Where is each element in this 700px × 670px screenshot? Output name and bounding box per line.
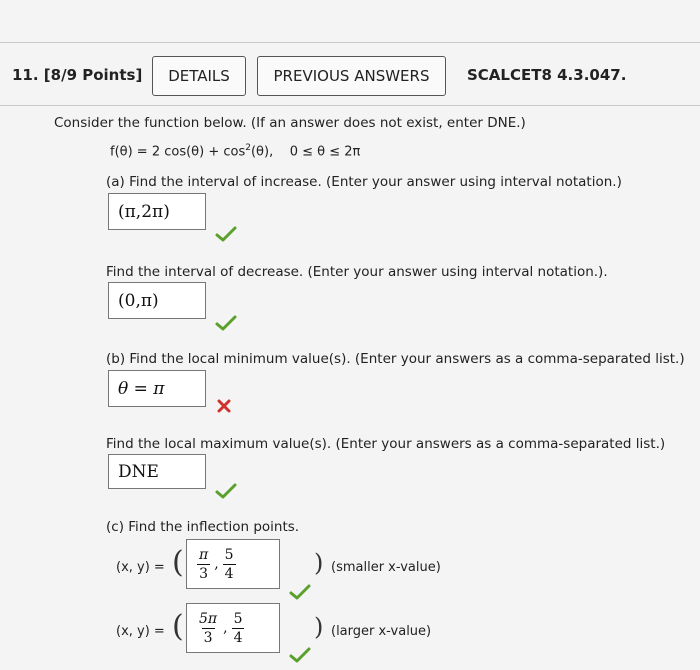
check-icon (215, 225, 237, 243)
x-fraction (197, 548, 210, 581)
y-fraction (223, 548, 236, 581)
function-lhs: f(θ) = 2 cos(θ) + cos (110, 144, 246, 160)
previous-answers-button[interactable]: PREVIOUS ANSWERS (257, 56, 446, 96)
function-definition (110, 143, 360, 159)
decrease-answer-field[interactable]: (0,π) (108, 282, 206, 319)
increase-prompt: (a) Find the interval of increase. (Enter your answer using interval notation.) (106, 174, 622, 190)
x-numerator: 5π (199, 610, 218, 627)
check-icon (289, 646, 311, 664)
problem-code: SCALCET8 4.3.047. (467, 66, 627, 84)
x-fraction (197, 612, 219, 645)
y-numerator: 5 (224, 546, 234, 563)
inflection-prompt: (c) Find the inflection points. (106, 519, 300, 535)
x-numerator: π (199, 546, 209, 563)
y-denominator: 4 (224, 565, 234, 582)
y-numerator: 5 (233, 610, 243, 627)
question-label: 11. [8/9 Points] (12, 66, 143, 84)
check-icon (289, 583, 311, 601)
function-exponent: 2 (245, 143, 251, 153)
inflection-point-2-value (197, 612, 244, 645)
header-top-divider (0, 42, 700, 43)
inflection-point-1-value (197, 548, 236, 581)
open-paren: ( (172, 545, 184, 580)
comma: , (223, 620, 228, 636)
function-rhs: (θ), 0 ≤ θ ≤ 2π (250, 144, 361, 160)
problem-intro: Consider the function below. (If an answer does not exist, enter DNE.) (54, 115, 526, 131)
close-paren: ) (314, 549, 324, 577)
comma: , (214, 556, 219, 572)
y-fraction (232, 612, 245, 645)
check-icon (215, 482, 237, 500)
point-label: (x, y) = (116, 560, 165, 575)
decrease-prompt: Find the interval of decrease. (Enter your answer using interval notation.). (106, 264, 608, 280)
increase-answer-field[interactable]: (π,2π) (108, 193, 206, 230)
close-paren: ) (314, 613, 324, 641)
y-denominator: 4 (233, 629, 243, 646)
x-denominator: 3 (203, 629, 213, 646)
x-denominator: 3 (199, 565, 209, 582)
point-2-note: (larger x-value) (331, 624, 432, 639)
inflection-point-1-field[interactable] (186, 539, 280, 589)
point-label: (x, y) = (116, 624, 165, 639)
check-icon (215, 314, 237, 332)
max-prompt: Find the local maximum value(s). (Enter your answers as a comma-separated list.) (106, 436, 666, 452)
cross-icon (216, 398, 232, 414)
details-button[interactable]: DETAILS (152, 56, 246, 96)
min-prompt: (b) Find the local minimum value(s). (Enter your answers as a comma-separated list.) (106, 351, 685, 367)
min-answer-field[interactable]: θ = π (108, 370, 206, 407)
max-answer-field[interactable]: DNE (108, 454, 206, 489)
point-1-note: (smaller x-value) (331, 560, 441, 575)
open-paren: ( (172, 609, 184, 644)
header-bottom-divider (0, 105, 700, 106)
inflection-point-2-field[interactable] (186, 603, 280, 653)
